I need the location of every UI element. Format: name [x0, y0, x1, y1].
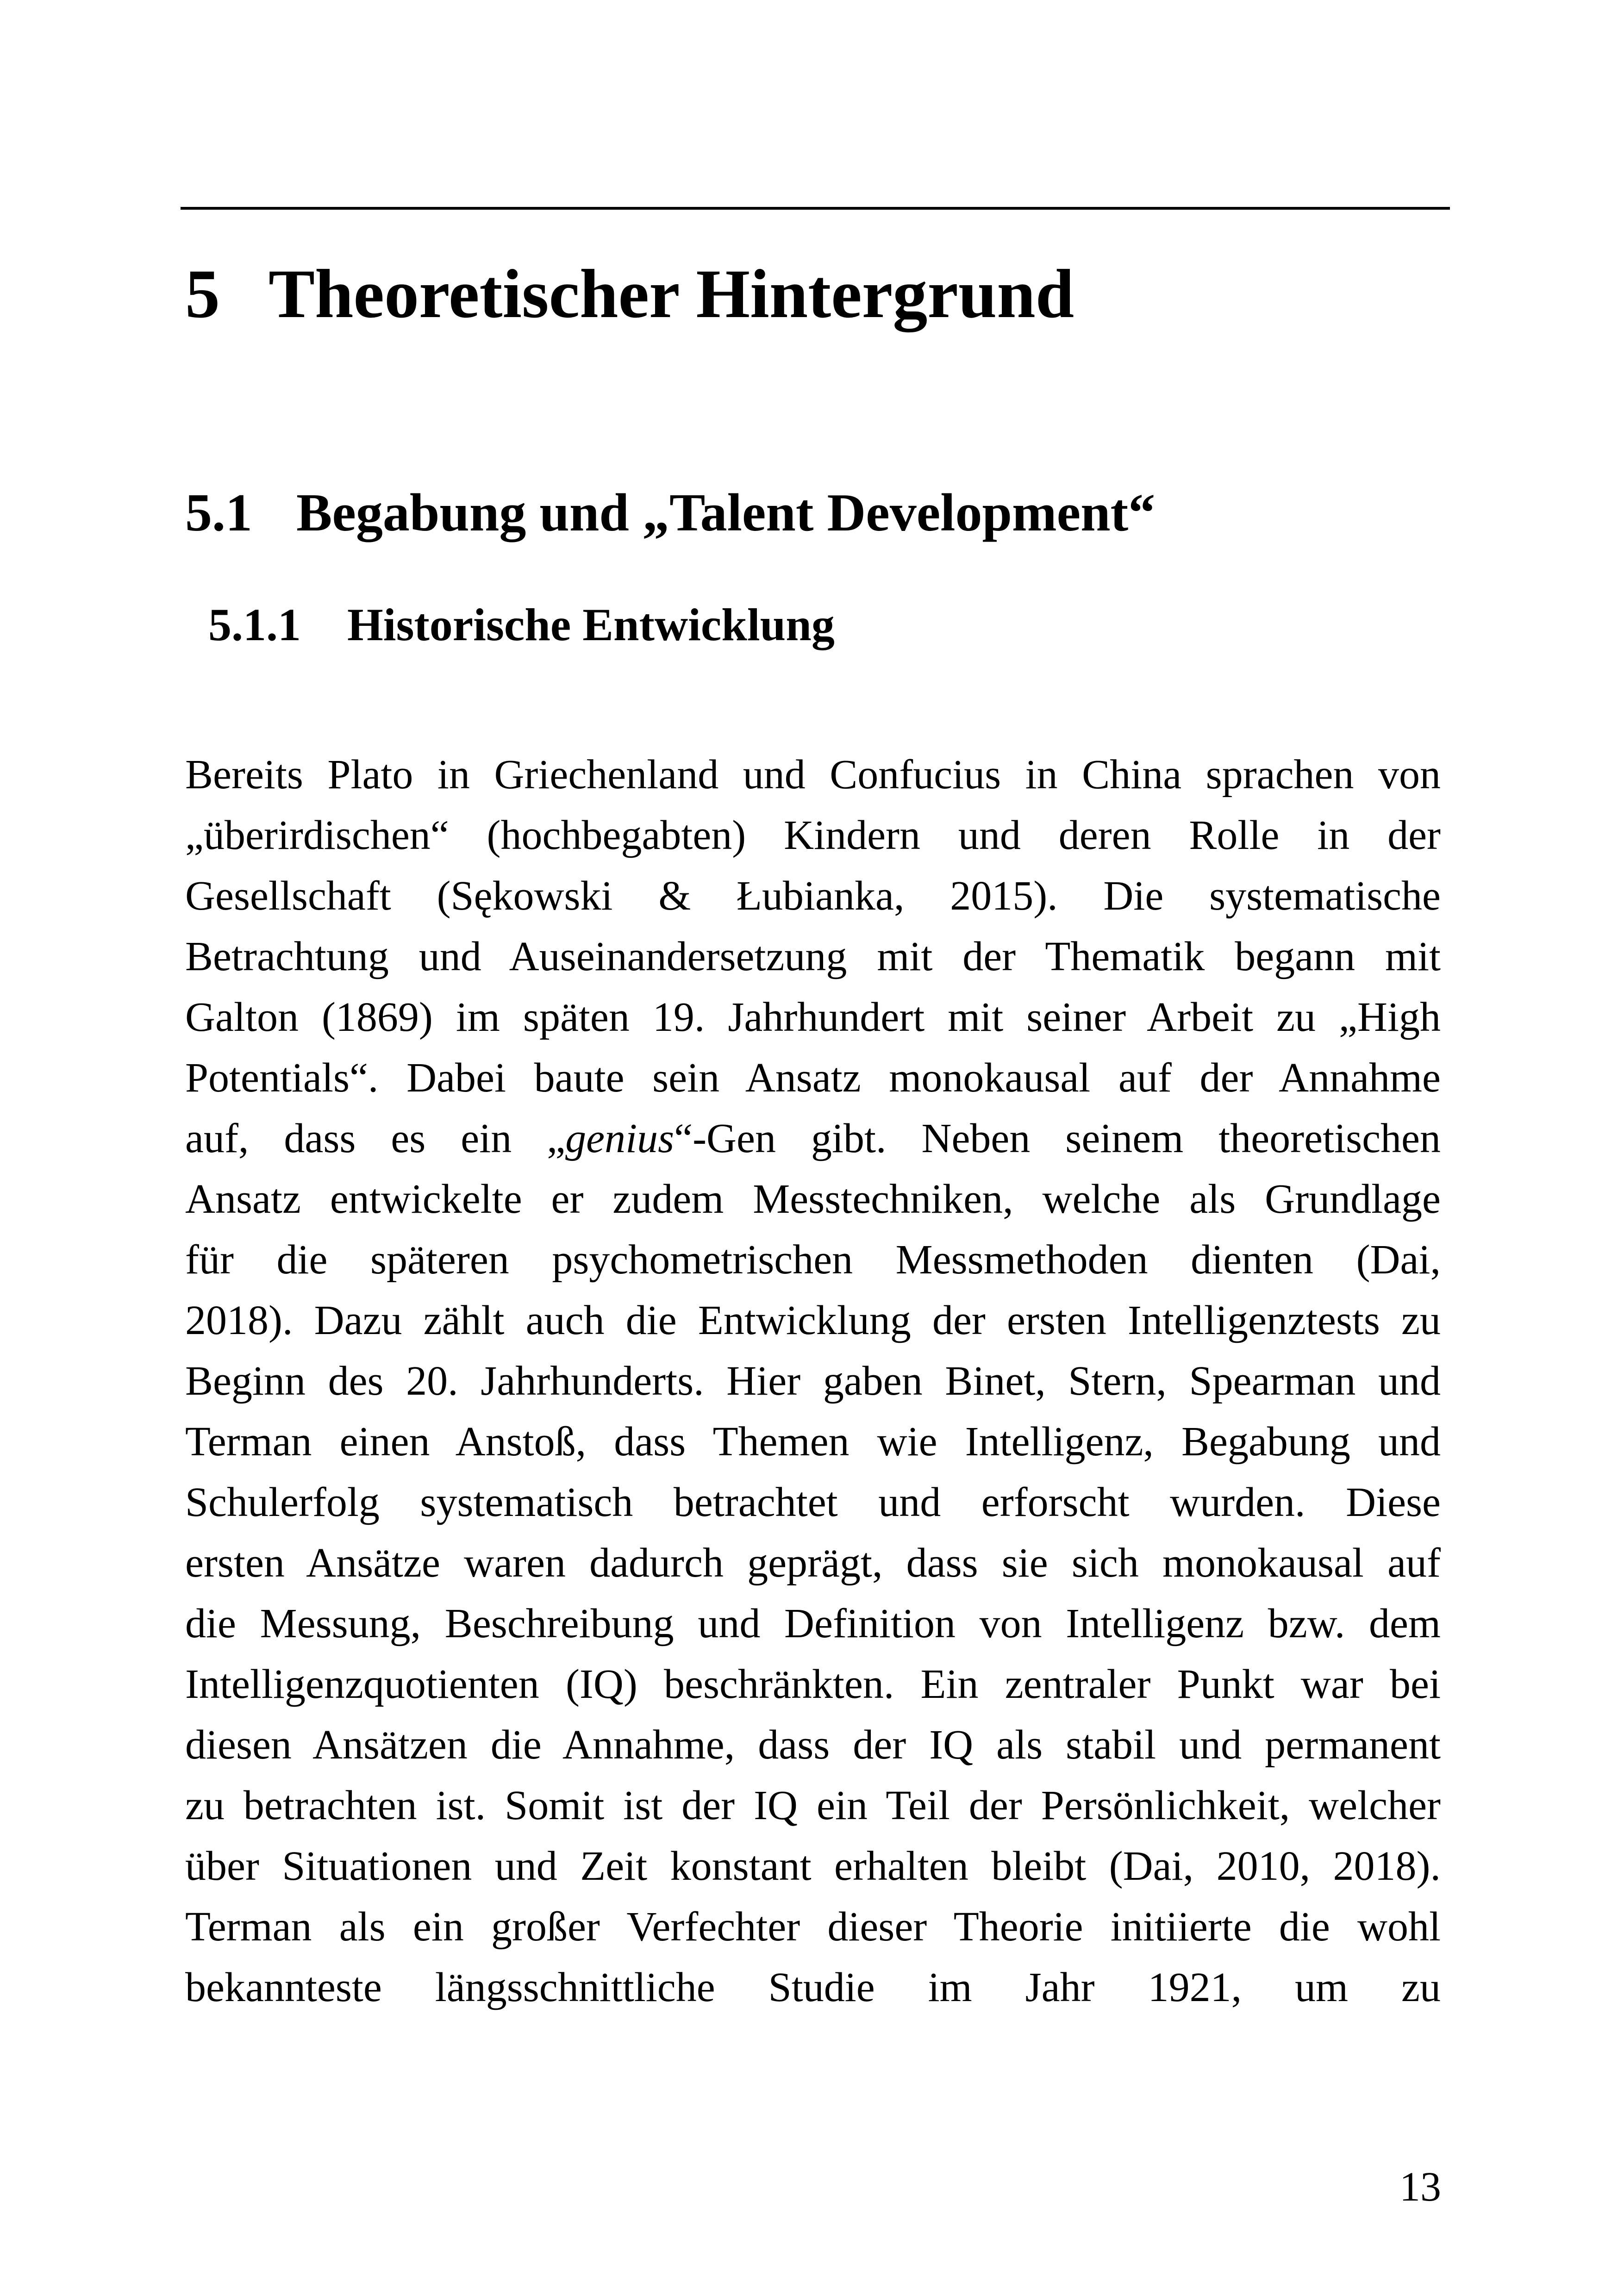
text-run: auf, dass es ein „ [185, 1116, 566, 1161]
text-line: Potentials“. Dabei baute sein Ansatz monokausal auf der Annahme [185, 1055, 1441, 1101]
text-run: “-Gen gibt. Neben seinem theoretischen [674, 1116, 1441, 1161]
subsection-title: Historische Entwicklung [347, 599, 835, 650]
text-line: 2018). Dazu zählt auch die Entwicklung der ersten Intelligenztests zu [185, 1297, 1441, 1343]
text-line: bekannteste längsschnittliche Studie im Jahr 1921, um zu [185, 1964, 1441, 2010]
section-number: 5.1 [185, 483, 252, 543]
text-line: Betrachtung und Auseinandersetzung mit der Thematik begann mit [185, 934, 1441, 979]
subsection-number: 5.1.1 [208, 599, 301, 650]
text-line [185, 1108, 1441, 1169]
text-line: die Messung, Beschreibung und Definition von Intelligenz bzw. dem [185, 1601, 1441, 1646]
text-line: für die späteren psychometrischen Messmethoden dienten (Dai, [185, 1237, 1441, 1283]
text-line: zu betrachten ist. Somit ist der IQ ein Teil der Persönlichkeit, welcher [185, 1783, 1441, 1828]
text-line: ersten Ansätze waren dadurch geprägt, dass sie sich monokausal auf [185, 1540, 1441, 1586]
section-title: Begabung und „Talent Development“ [296, 483, 1156, 543]
text-line: über Situationen und Zeit konstant erhalten bleibt (Dai, 2010, 2018). [185, 1843, 1441, 1889]
text-line: Gesellschaft (Sękowski & Łubianka, 2015). Die systematische [185, 873, 1441, 919]
section-heading [185, 483, 1156, 543]
body-paragraph [185, 744, 1441, 2018]
text-line: diesen Ansätzen die Annahme, dass der IQ als stabil und permanent [185, 1722, 1441, 1768]
text-line: Galton (1869) im späten 19. Jahrhundert mit seiner Arbeit zu „High [185, 994, 1441, 1040]
page-number: 13 [1399, 2164, 1441, 2210]
text-line: Ansatz entwickelte er zudem Messtechniken, welche als Grundlage [185, 1176, 1441, 1222]
italic-term: genius [565, 1116, 675, 1161]
text-line: „überirdischen“ (hochbegabten) Kindern und deren Rolle in der [185, 812, 1441, 858]
header-rule [181, 207, 1450, 210]
text-line: Terman als ein großer Verfechter dieser Theorie initiierte die wohl [185, 1904, 1441, 1950]
chapter-heading [185, 256, 1074, 332]
text-line: Beginn des 20. Jahrhunderts. Hier gaben Binet, Stern, Spearman und [185, 1358, 1441, 1404]
chapter-number: 5 [185, 256, 220, 332]
text-line: Intelligenzquotienten (IQ) beschränkten. Ein zentraler Punkt war bei [185, 1661, 1441, 1707]
subsection-heading [208, 599, 835, 650]
text-line: Bereits Plato in Griechenland und Confucius in China sprachen von [185, 752, 1441, 798]
chapter-title: Theoretischer Hintergrund [269, 256, 1074, 332]
text-line: Terman einen Anstoß, dass Themen wie Intelligenz, Begabung und [185, 1419, 1441, 1465]
text-line: Schulerfolg systematisch betrachtet und erforscht wurden. Diese [185, 1479, 1441, 1525]
